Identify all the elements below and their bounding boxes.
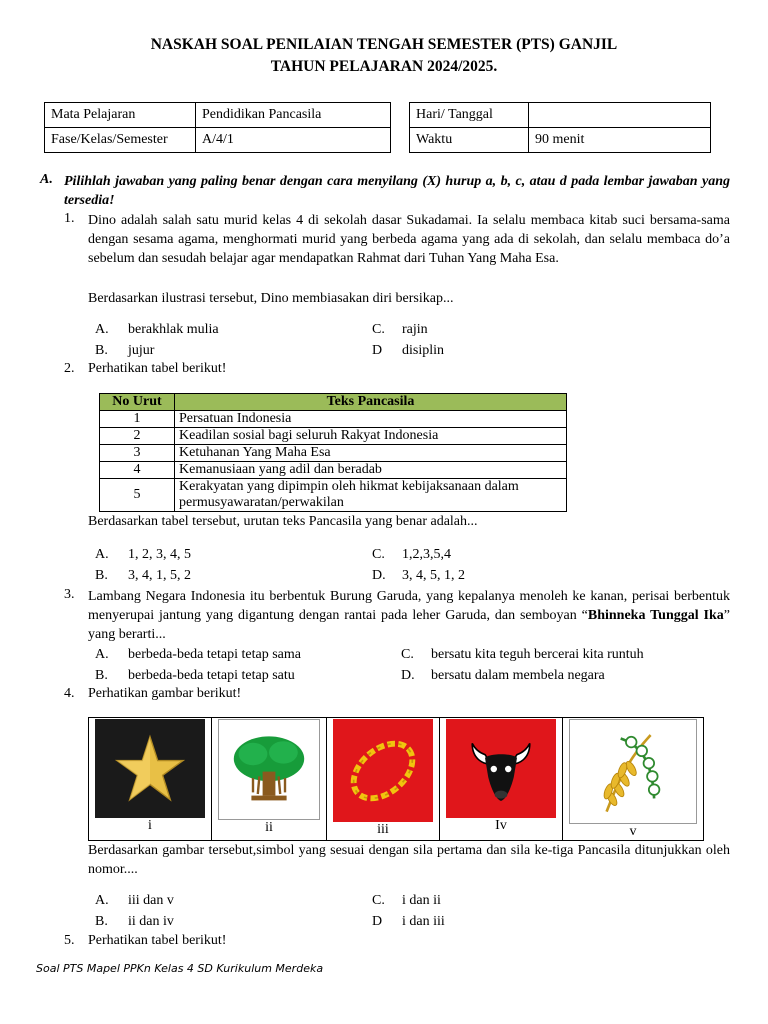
q4-prompt: Berdasarkan gambar tersebut,simbol yang sesuai dengan sila pertama dan sila ke-tiga Pancasila ditunjukkan oleh nomor.... <box>88 843 730 877</box>
table-header-no: No Urut <box>100 394 175 411</box>
symbol-label-iii: iii <box>377 822 389 837</box>
symbol-cell-iii <box>327 718 440 841</box>
q1-prompt: Berdasarkan ilustrasi tersebut, Dino membiasakan diri bersikap... <box>88 291 454 306</box>
pancasila-table <box>99 393 567 512</box>
table-row: 5 Kerakyatan yang dipimpin oleh hikmat kebijaksanaan dalam permusyawaratan/perwakilan <box>100 479 567 512</box>
section-instruction: Pilihlah jawaban yang paling benar dengan cara menyilang (X) hurup a, b, c, atau d pada lembar jawaban yang tersedia! <box>64 174 730 208</box>
day-value <box>529 103 711 128</box>
subject-label: Mata Pelajaran <box>45 103 196 128</box>
phase-label: Fase/Kelas/Semester <box>45 128 196 153</box>
banyan-tree-icon <box>218 719 320 820</box>
time-value: 90 menit <box>529 128 711 153</box>
q3-text: Lambang Negara Indonesia itu berbentuk Burung Garuda, yang kepalanya menoleh ke kanan, perisai berbentuk menyerupai jantung yang digantung dengan rantai pada leher Garuda, dan semboyan “Bhinneka Tunggal Ika” yang berarti... <box>88 589 730 642</box>
bull-head-icon <box>446 719 556 818</box>
subject-info-table <box>44 102 391 153</box>
schedule-info-table <box>409 102 711 153</box>
symbol-cell-v <box>563 718 704 841</box>
symbol-label-iv: Iv <box>495 818 507 833</box>
q5-number: 5. <box>64 933 75 948</box>
time-label: Waktu <box>410 128 529 153</box>
symbol-label-ii: ii <box>265 820 273 835</box>
chain-icon <box>333 719 433 822</box>
q4-number: 4. <box>64 686 75 701</box>
section-letter: A. <box>40 172 53 187</box>
rice-cotton-icon <box>569 719 697 824</box>
q1-text: Dino adalah salah satu murid kelas 4 di sekolah dasar Sukadamai. Ia selalu membaca kitab suci bersama-sama dengan sesama agama, menghormati murid yang berbeda agama yang ada di sekolah, dan selalu membaca do’a sebelum dan sesudah belajar agar mendapatkan Rahmat dari Tuhan Yang Maha Esa. <box>88 213 730 266</box>
day-label: Hari/ Tanggal <box>410 103 529 128</box>
q3-number: 3. <box>64 587 75 602</box>
symbol-cell-i <box>89 718 212 841</box>
symbol-label-i: i <box>148 818 152 833</box>
table-row: 4 Kemanusiaan yang adil dan beradab <box>100 462 567 479</box>
phase-value: A/4/1 <box>196 128 391 153</box>
symbol-cell-iv <box>440 718 563 841</box>
subject-value: Pendidikan Pancasila <box>196 103 391 128</box>
star-icon <box>95 719 205 818</box>
document-title-line1: NASKAH SOAL PENILAIAN TENGAH SEMESTER (PTS) GANJIL <box>150 36 618 53</box>
q2-prompt: Berdasarkan tabel tersebut, urutan teks Pancasila yang benar adalah... <box>88 514 478 529</box>
q2-number: 2. <box>64 361 75 376</box>
table-row: 1 Persatuan Indonesia <box>100 411 567 428</box>
document-title-line2: TAHUN PELAJARAN 2024/2025. <box>270 58 498 75</box>
q1-number: 1. <box>64 211 75 226</box>
table-row: 3 Ketuhanan Yang Maha Esa <box>100 445 567 462</box>
symbol-label-v: v <box>629 824 637 839</box>
table-row: 2 Keadilan sosial bagi seluruh Rakyat Indonesia <box>100 428 567 445</box>
q3-motto: Bhinneka Tunggal Ika <box>587 608 724 623</box>
pancasila-symbols-table <box>88 717 704 841</box>
page-footer: Soal PTS Mapel PPKn Kelas 4 SD Kurikulum Merdeka <box>36 962 324 975</box>
q5-text: Perhatikan tabel berikut! <box>88 933 227 948</box>
symbol-cell-ii <box>212 718 327 841</box>
q4-text: Perhatikan gambar berikut! <box>88 686 242 701</box>
q2-text: Perhatikan tabel berikut! <box>88 361 227 376</box>
table-header-text: Teks Pancasila <box>175 394 567 411</box>
